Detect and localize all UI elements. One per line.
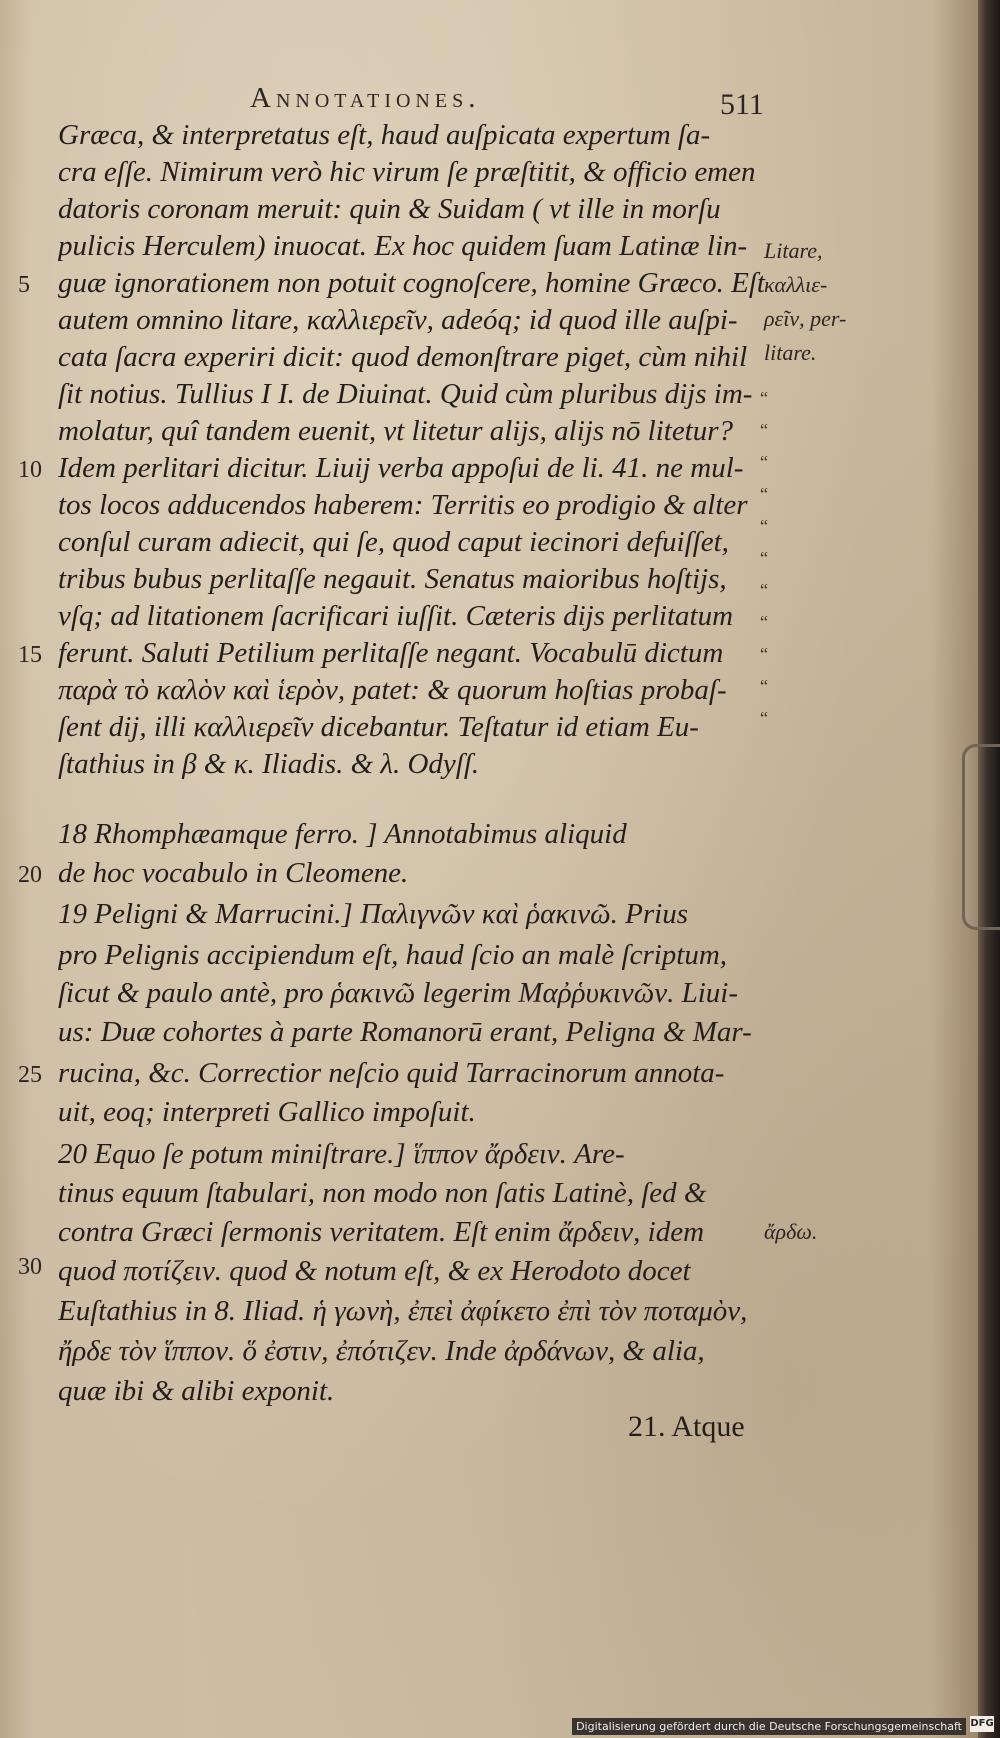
line-number: 25	[18, 1062, 42, 1088]
quote-mark: “	[760, 612, 769, 632]
text-line: quæ ibi & alibi exponit.	[58, 1375, 335, 1407]
text-line: cata ſacra experiri dicit: quod demonſtrare piget, cùm nihil	[58, 341, 748, 373]
text-line: tos locos adducendos haberem: Territis eo prodigio & alter	[58, 489, 748, 521]
text-line: ſtathius in β & κ. Iliadis. & λ. Odyſſ.	[58, 748, 480, 780]
text-line: ferunt. Saluti Petilium perlitaſſe negant. Vocabulū dictum	[58, 637, 724, 669]
quote-mark: “	[760, 708, 769, 728]
page-number: 511	[720, 88, 764, 121]
text-line: contra Græci ſermonis veritatem. Eſt enim ἄρδειν, idem	[58, 1216, 705, 1248]
text-line: cra eſſe. Nimirum verò hic virum ſe præſtitit, & officio emen	[58, 156, 756, 188]
text-line: tinus equum ſtabulari, non modo non ſatis Latinè, ſed &	[58, 1177, 707, 1209]
quote-mark: “	[760, 644, 769, 664]
text-line: autem omnino litare, καλλιερεῖν, adeóq; id quod ille auſpi-	[58, 304, 738, 336]
quote-mark: “	[760, 420, 769, 440]
line-number: 20	[18, 862, 42, 888]
text-line: pulicis Herculem) inuocat. Ex hoc quidem ſuam Latinæ lin-	[58, 230, 748, 262]
text-line: 18 Rhomphæamque ferro. ] Annotabimus aliquid	[58, 818, 627, 850]
quote-mark: “	[760, 676, 769, 696]
text-line: us: Duæ cohortes à parte Romanorū erant, Peligna & Mar-	[58, 1016, 752, 1048]
quote-mark: “	[760, 484, 769, 504]
quote-mark: “	[760, 516, 769, 536]
text-line: uit, eoq; interpreti Gallico impoſuit.	[58, 1096, 476, 1128]
quote-mark: “	[760, 388, 769, 408]
text-line: tribus bubus perlitaſſe negauit. Senatus maioribus hoſtijs,	[58, 563, 727, 595]
quote-mark: “	[760, 580, 769, 600]
margin-note: Litare,	[764, 238, 823, 263]
text-line: ſicut & paulo antè, pro ῥακινῶ legerim Μαῤῥυκινῶν. Liui-	[58, 977, 738, 1009]
text-line: guæ ignorationem non potuit cognoſcere, homine Græco. Eſt	[58, 267, 765, 299]
margin-note: litare.	[764, 340, 817, 365]
text-line: ſit notius. Tullius I I. de Diuinat. Quid cùm pluribus dijs im-	[58, 378, 753, 410]
line-number: 30	[18, 1254, 42, 1280]
margin-note: ρεῖν, per-	[764, 306, 847, 331]
line-number: 15	[18, 642, 42, 668]
catchword: 21. Atque	[628, 1410, 745, 1443]
text-line: conſul curam adiecit, qui ſe, quod caput iecinori defuiſſet,	[58, 526, 729, 558]
dfg-logo: DFG	[970, 1716, 994, 1732]
text-line: de hoc vocabulo in Cleomene.	[58, 857, 409, 889]
text-line: 19 Peligni & Marrucini.] Παλιγνῶν καὶ ῥακινῶ. Prius	[58, 898, 688, 930]
running-title: Annotationes.	[250, 82, 481, 114]
quote-mark: “	[760, 452, 769, 472]
text-line: Euſtathius in 8. Iliad. ἡ γωνὴ, ἐπεὶ ἀφίκετο ἐπὶ τὸν ποταμὸν,	[58, 1295, 748, 1327]
text-line: ſent dij, illi καλλιερεῖν dicebantur. Teſtatur id etiam Eu-	[58, 711, 699, 743]
margin-note: καλλιε-	[764, 272, 828, 297]
line-number: 10	[18, 457, 42, 483]
margin-note: ἄρδω.	[764, 1219, 818, 1244]
text-line: pro Pelignis accipiendum eſt, haud ſcio an malè ſcriptum,	[58, 939, 728, 971]
text-line: molatur, quî tandem euenit, vt litetur alijs, alijs nō litetur?	[58, 415, 734, 447]
page-clip	[962, 744, 1000, 930]
text-line: ἤρδε τὸν ἵππον. ὅ ἐστιν, ἐπότιζεν. Inde ἀρδάνων, & alia,	[58, 1335, 705, 1367]
text-line: datoris coronam meruit: quin & Suidam ( vt ille in morſu	[58, 193, 721, 225]
line-number: 5	[18, 272, 30, 298]
text-line: παρὰ τὸ καλὸν καὶ ἱερὸν, patet: & quorum hoſtias probaſ-	[58, 674, 727, 706]
digitization-credit: Digitalisierung gefördert durch die Deutsche Forschungsgemeinschaft	[572, 1718, 966, 1735]
quote-mark: “	[760, 548, 769, 568]
text-line: Græca, & interpretatus eſt, haud auſpicata expertum ſa-	[58, 119, 711, 151]
text-line: Idem perlitari dicitur. Liuij verba appoſui de li. 41. ne mul-	[58, 452, 744, 484]
text-line: quod ποτίζειν. quod & notum eſt, & ex Herodoto docet	[58, 1255, 691, 1287]
text-line: rucina, &c. Correctior neſcio quid Tarracinorum annota-	[58, 1057, 725, 1089]
text-line: 20 Equo ſe potum miniſtrare.] ἵππον ἄρδειν. Are-	[58, 1138, 625, 1170]
text-line: vſq; ad litationem ſacrificari iuſſit. Cæteris dijs perlitatum	[58, 600, 734, 632]
